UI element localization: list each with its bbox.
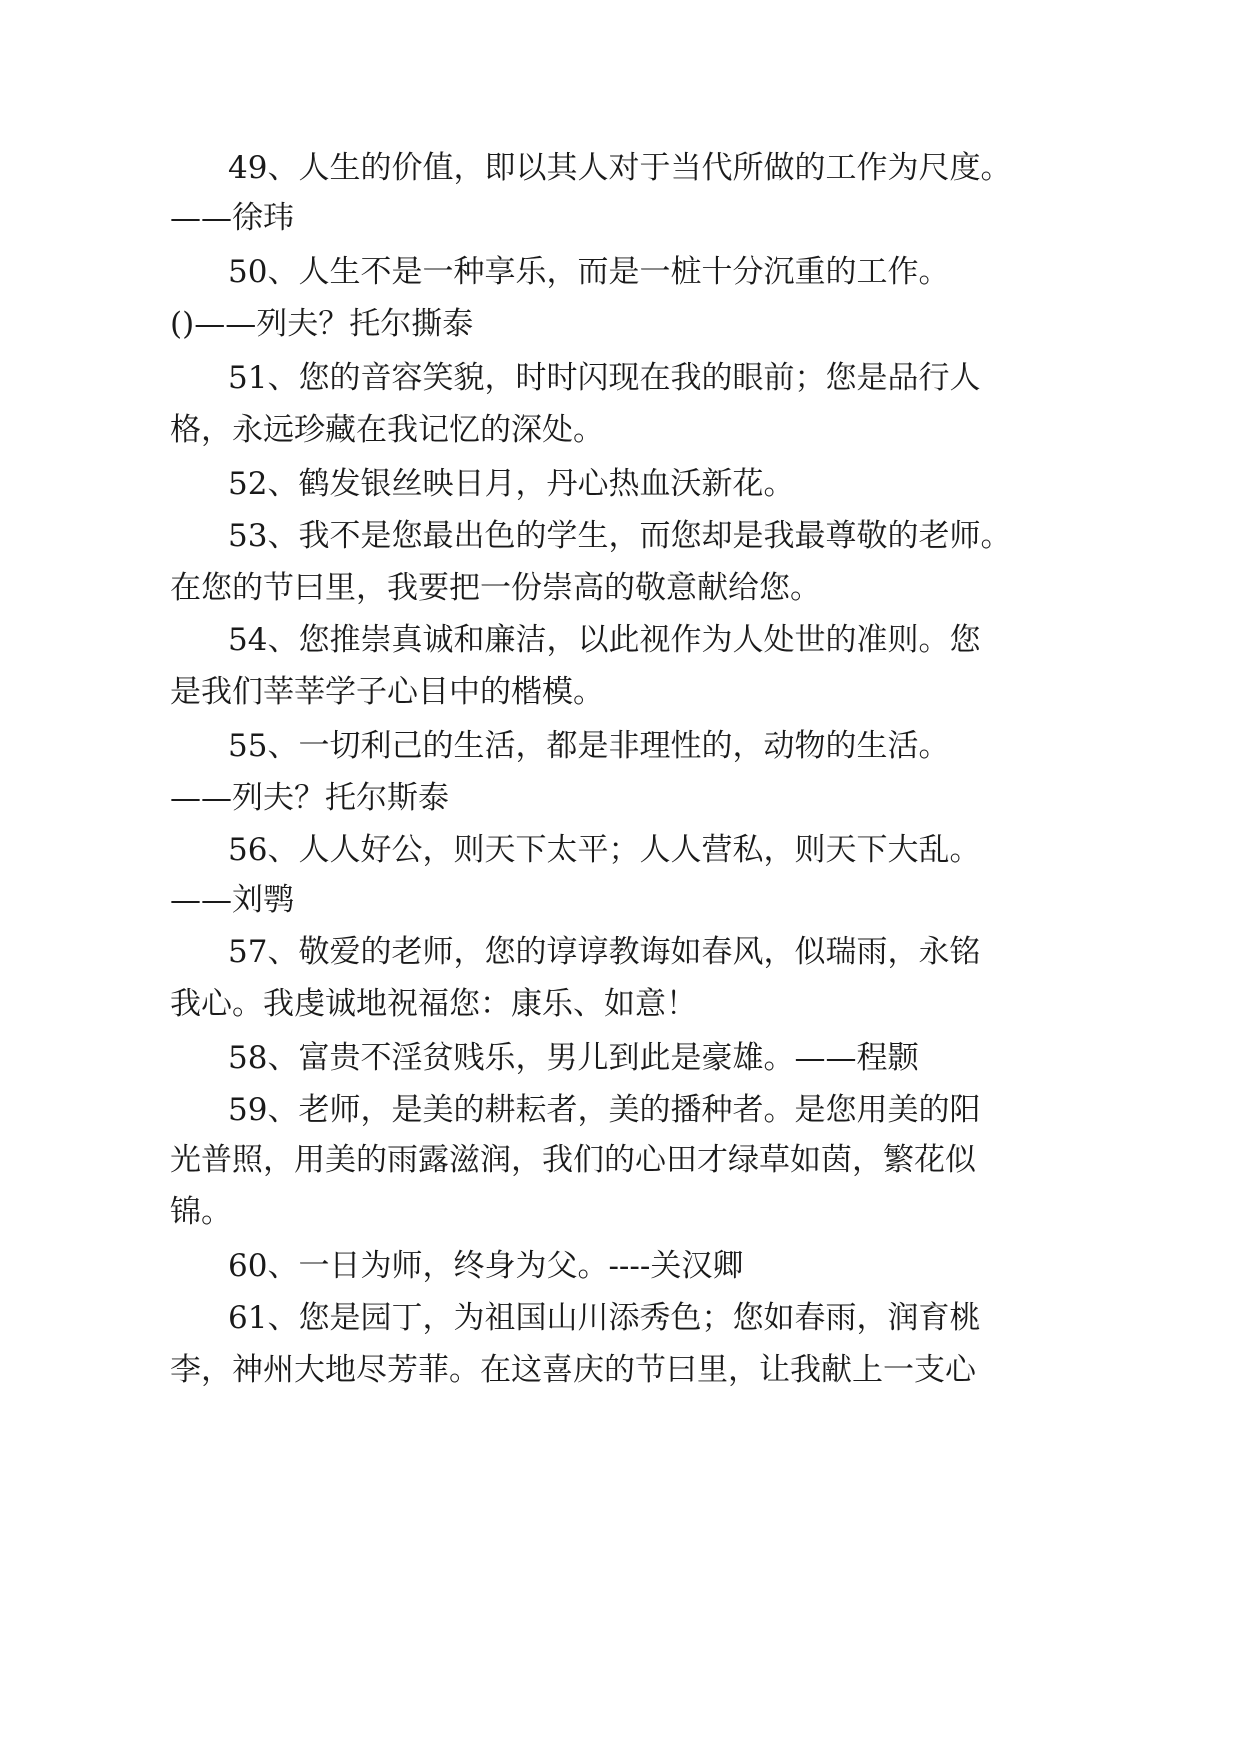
text-line: 58、富贵不淫贫贱乐，男儿到此是豪雄。——程颢 [228,1040,919,1076]
text-line: 55、一切利己的生活，都是非理性的，动物的生活。 [228,728,950,764]
text-line: 56、人人好公，则天下太平；人人营私，则天下大乱。 [228,832,981,868]
text-line: ——刘鹗 [170,882,294,918]
text-line: 52、鹤发银丝映日月，丹心热血沃新花。 [228,466,795,502]
text-line: 格，永远珍藏在我记忆的深处。 [170,412,604,448]
text-line: 49、人生的价值，即以其人对于当代所做的工作为尺度。 [228,150,1012,186]
text-line: ()——列夫？托尔撕泰 [170,306,474,342]
text-line: 光普照，用美的雨露滋润，我们的心田才绿草如茵，繁花似 [170,1142,976,1178]
text-line: 54、您推崇真诚和廉洁，以此视作为人处世的准则。您 [228,622,981,658]
text-line: 53、我不是您最出色的学生，而您却是我最尊敬的老师。 [228,518,1012,554]
text-line: 李，神州大地尽芳菲。在这喜庆的节曰里，让我献上一支心 [170,1352,976,1388]
text-line: 60、一日为师，终身为父。----关汉卿 [228,1248,744,1284]
text-line: 59、老师，是美的耕耘者，美的播种者。是您用美的阳 [228,1092,981,1128]
text-line: 61、您是园丁，为祖国山川添秀色；您如春雨，润育桃 [228,1300,981,1336]
text-line: 锦。 [170,1194,232,1230]
text-line: 在您的节曰里，我要把一份崇高的敬意献给您。 [170,570,821,606]
text-line: 51、您的音容笑貌，时时闪现在我的眼前；您是品行人 [228,360,981,396]
text-line: 是我们莘莘学子心目中的楷模。 [170,674,604,710]
text-line: 50、人生不是一种享乐，而是一桩十分沉重的工作。 [228,254,950,290]
text-line: 57、敬爱的老师，您的谆谆教诲如春风，似瑞雨，永铭 [228,934,981,970]
text-line: 我心。我虔诚地祝福您：康乐、如意！ [170,986,697,1022]
text-line: ——徐玮 [170,200,294,236]
text-line: ——列夫？托尔斯泰 [170,780,449,816]
